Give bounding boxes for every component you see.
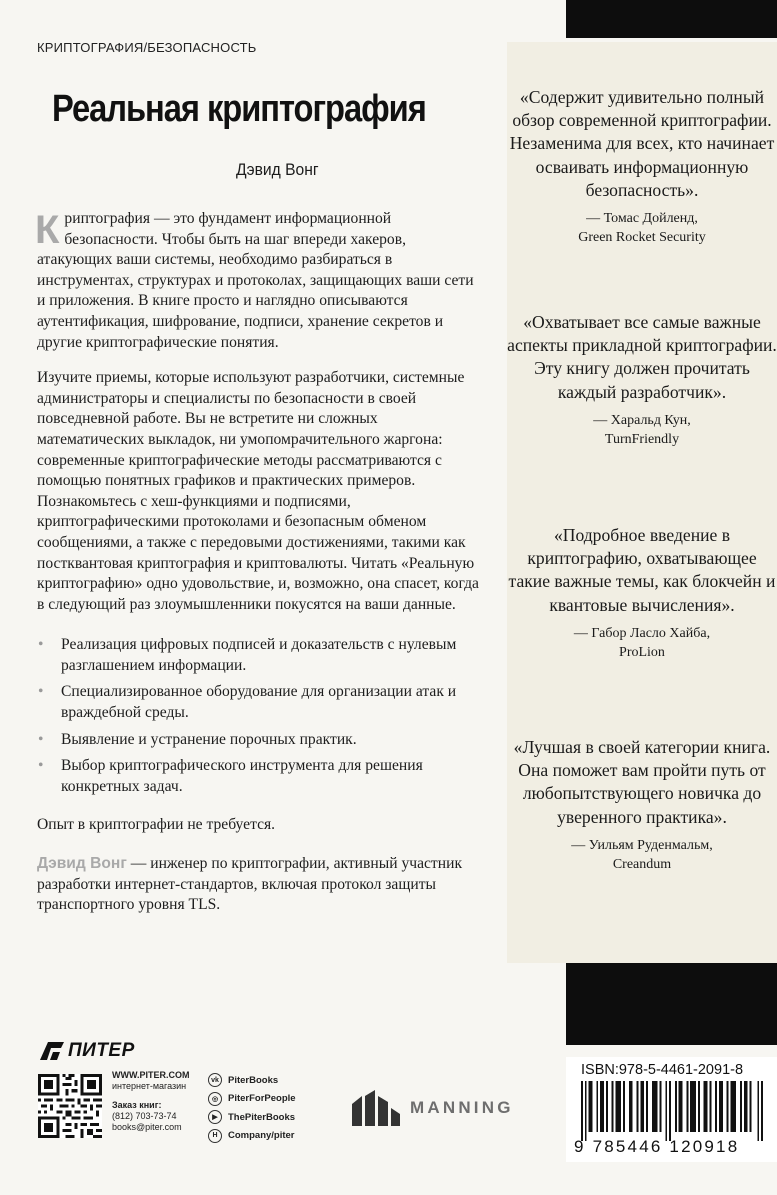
barcode: [581, 1081, 763, 1141]
feature-item: • Специализированное оборудование для организации атак и враждебной среды.: [37, 682, 482, 723]
author-bio: [37, 854, 482, 916]
publisher-store-label: интернет-магазин: [112, 1081, 187, 1091]
barcode-digits: 9 785446 120918: [574, 1137, 740, 1156]
testimonial-author: — Харальд Кун,: [593, 412, 691, 428]
isbn-barcode: [566, 1057, 777, 1162]
order-label: Заказ книг:: [112, 1100, 162, 1110]
testimonial: [507, 736, 777, 874]
social-label: ThePiterBooks: [228, 1111, 296, 1123]
feature-list: [37, 635, 482, 797]
social-label: Company/piter: [228, 1130, 295, 1142]
order-email[interactable]: books@piter.com: [112, 1122, 182, 1132]
publisher-website[interactable]: WWW.PITER.COM: [112, 1070, 190, 1080]
manning-logo: [350, 1088, 514, 1128]
experience-note: Опыт в криптографии не требуется.: [37, 816, 276, 834]
description-paragraph: Изучите приемы, которые используют разработчики, системные администраторы и специалисты по безопасности в своей повседневной работе. Вы не встретите ни сложных математических выкладок, ни умопомрачительного жаргона: современные криптографические методы рассматриваются с помощью понятных графиков и практических примеров. Познакомьтесь с хеш-функциями и подписями, криптографическими протоколами и безопасным обменом сообщениями, а также с передовыми достижениями, такими как постквантовая криптография и криптовалюты. Читать «Реальную криптографию» одно удовольствие, и, возможно, она спасет, когда в следующий раз злоумышленники покусятся на ваши данные.: [37, 369, 479, 613]
testimonial-attribution: [507, 411, 777, 449]
social-link-instagram[interactable]: [208, 1090, 296, 1109]
social-links: [208, 1071, 296, 1145]
intro-paragraph: [37, 209, 482, 353]
testimonial-text: «Подробное введение в криптографию, охватывающее такие важные темы, как блокчейн и квантовые вычисления».: [508, 525, 776, 615]
piter-logo-text: ПИТЕР: [68, 1040, 135, 1061]
testimonial-author: — Габор Ласло Хайба,: [573, 625, 711, 641]
testimonial-attribution: [507, 836, 777, 874]
testimonial-attribution: [507, 209, 777, 247]
cover-black-band-bottom: [566, 963, 777, 1045]
bio-text: — инженер по криптографии, активный участник разработки интернет-стандартов, включая протокол защиты транспортного уровня TLS.: [37, 855, 463, 914]
back-cover-footer: [0, 1040, 777, 1195]
testimonial-text: «Лучшая в своей категории книга. Она поможет вам пройти путь от любопытствующего новичка до уверенного практика».: [513, 737, 771, 827]
piter-logo-icon: [38, 1040, 66, 1062]
testimonial-org: Creandum: [612, 856, 672, 872]
cover-black-band-top: [566, 0, 777, 38]
social-link-vk[interactable]: [208, 1071, 296, 1090]
manning-logo-text: MANNING: [410, 1098, 514, 1117]
manning-logo-icon: [350, 1088, 402, 1128]
feature-item: • Выявление и устранение порочных практик.: [37, 730, 482, 751]
social-label: PiterBooks: [228, 1074, 279, 1086]
testimonial: [507, 311, 777, 449]
bio-author-name: Дэвид Вонг: [37, 855, 127, 873]
qr-code: [38, 1074, 102, 1138]
intro-text: риптография — это фундамент информационной безопасности. Чтобы быть на шаг впереди хакеров, атакующих ваши системы, необходимо разбираться в инструментах, структурах и протоколах, защищающих ваши сети и приложения. В книге просто и наглядно описываются аутентификация, шифрование, подписи, хранение секретов и другие криптографические понятия.: [37, 210, 474, 351]
testimonial-text: «Охватывает все самые важные аспекты прикладной криптографии. Эту книгу должен прочитать каждый разработчик».: [507, 312, 777, 402]
testimonial-org: ProLion: [619, 644, 665, 660]
piter-logo: [38, 1040, 135, 1062]
play-icon: ▶: [208, 1110, 222, 1124]
social-link-youtube[interactable]: [208, 1108, 296, 1127]
testimonial-author: — Томас Дойленд,: [586, 211, 698, 227]
social-label: PiterForPeople: [228, 1093, 296, 1105]
vk-icon: vk: [208, 1073, 222, 1087]
order-phone: (812) 703-73-74: [112, 1111, 177, 1121]
isbn-number: ISBN:978-5-4461-2091-8: [581, 1062, 744, 1078]
book-category: КРИПТОГРАФИЯ/БЕЗОПАСНОСТЬ: [37, 40, 257, 55]
drop-cap-letter: К: [35, 208, 60, 252]
social-link-habr[interactable]: [208, 1127, 296, 1146]
instagram-icon: ◎: [208, 1092, 222, 1106]
publisher-contacts: [112, 1070, 190, 1133]
testimonial: [507, 86, 777, 247]
testimonials-panel: [507, 42, 777, 963]
testimonial-author: — Уильям Руденмальм,: [571, 837, 713, 853]
feature-item: • Реализация цифровых подписей и доказательств с нулевым разглашением информации.: [37, 635, 482, 676]
testimonial-org: TurnFriendly: [604, 431, 680, 447]
testimonial-attribution: [507, 624, 777, 662]
testimonial-org: Green Rocket Security: [578, 230, 706, 246]
testimonial: [507, 524, 777, 662]
feature-item: • Выбор криптографического инструмента для решения конкретных задач.: [37, 756, 482, 797]
testimonial-text: «Содержит удивительно полный обзор современной криптографии. Незаменима для всех, кто начинает осваивать информационную безопасность».: [509, 87, 775, 200]
book-author: Дэвид Вонг: [236, 160, 319, 179]
description-column: [37, 209, 482, 916]
book-title: Реальная криптография: [52, 88, 426, 130]
habr-icon: H: [208, 1129, 222, 1143]
